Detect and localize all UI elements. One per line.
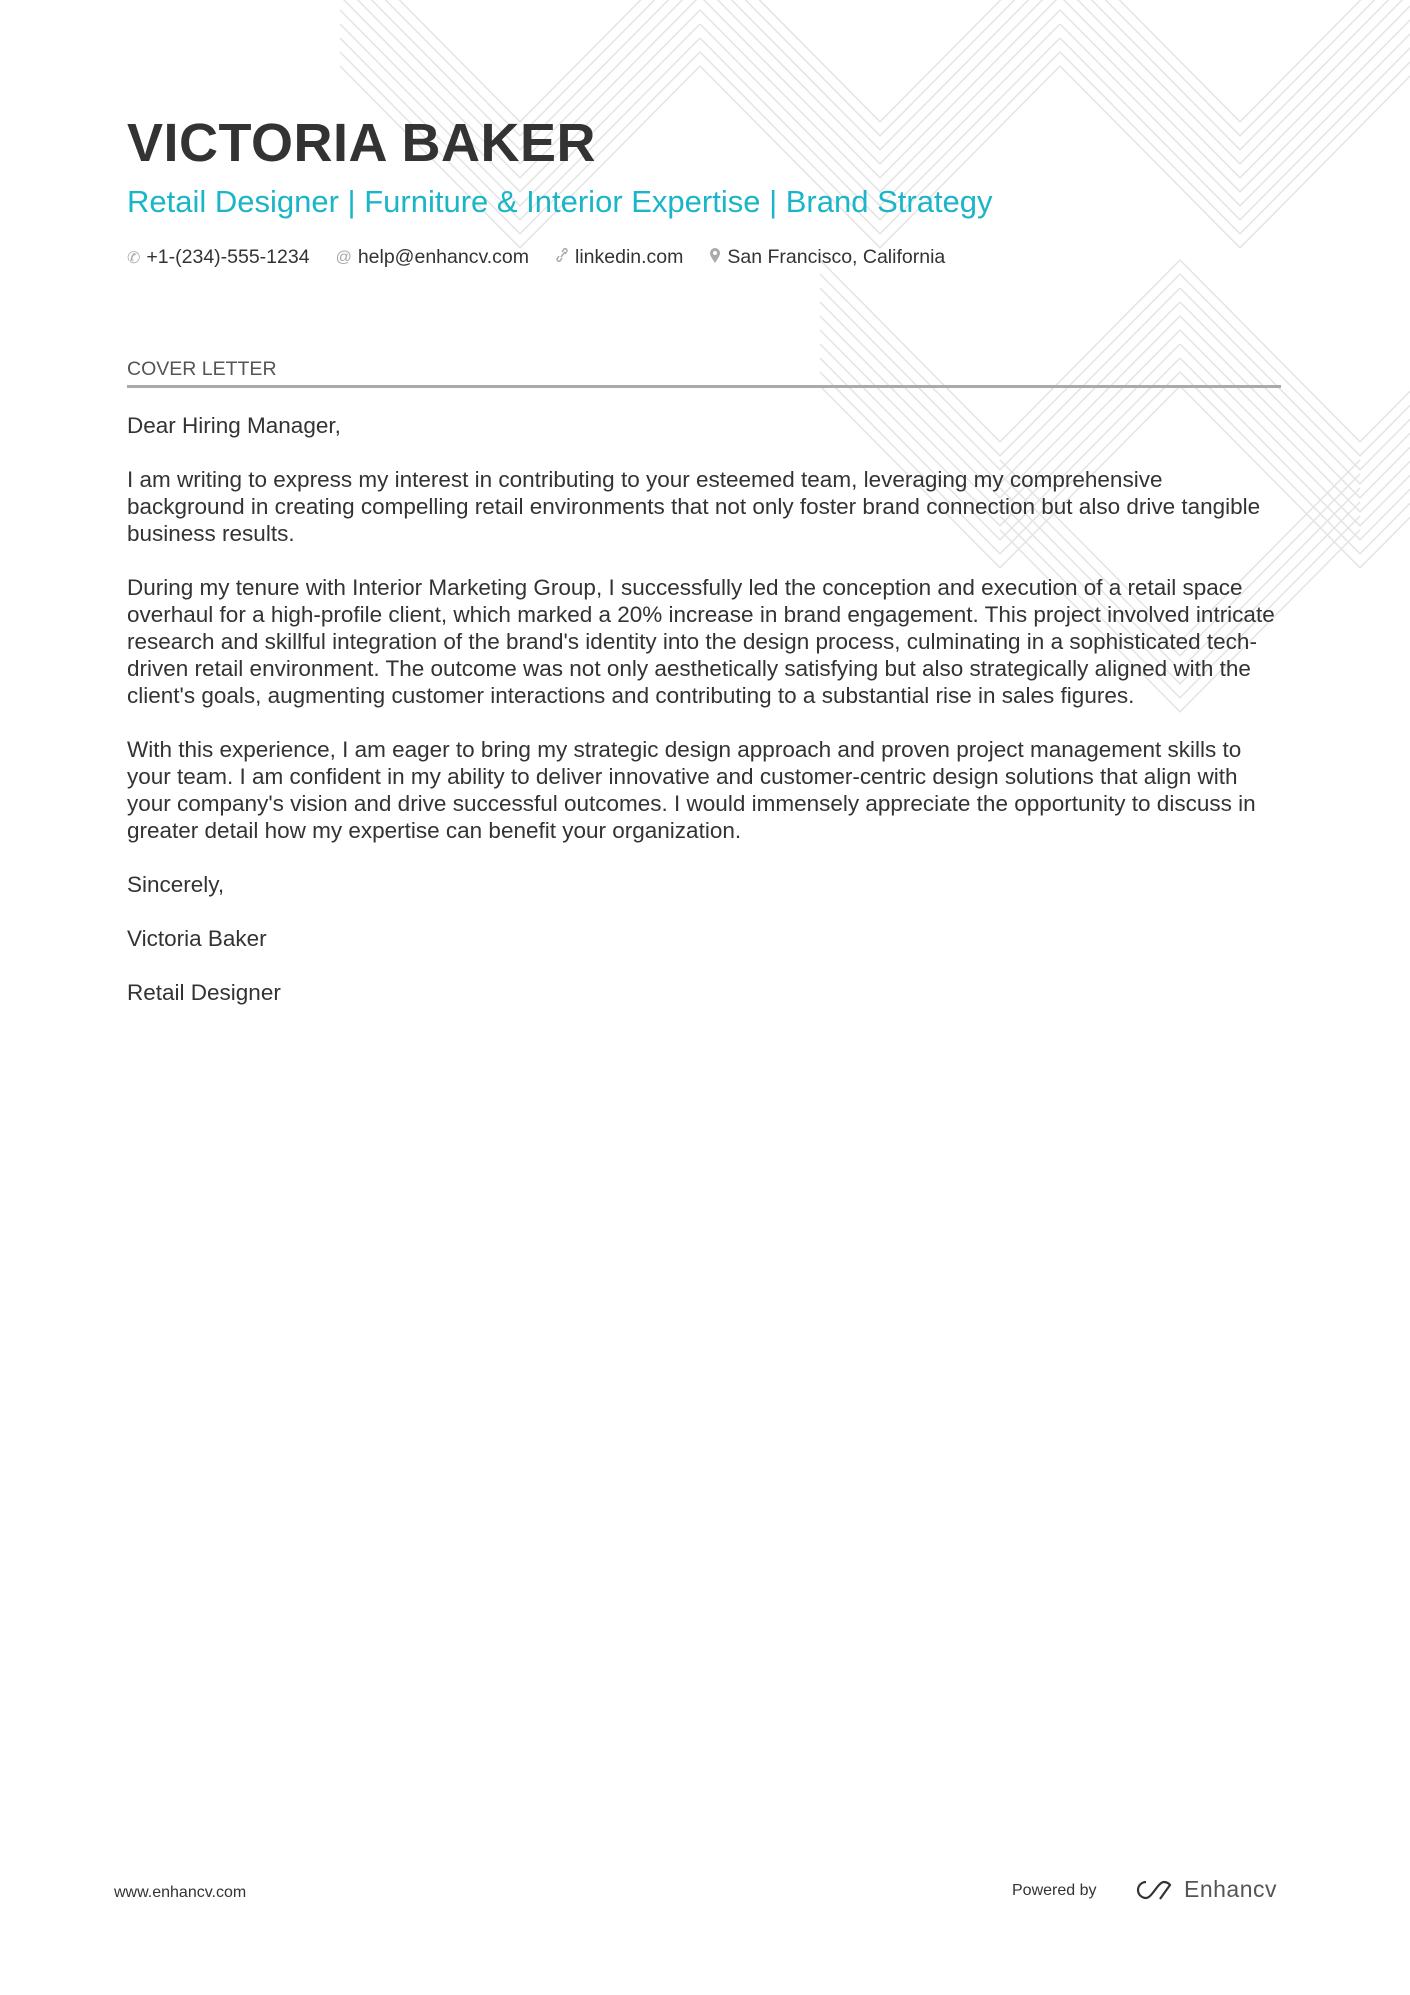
chevron-line — [1060, 66, 1410, 248]
enhancv-logo-icon — [1130, 1877, 1176, 1903]
contact-list — [127, 246, 945, 269]
chevron-line — [700, 0, 1060, 178]
location-icon — [709, 247, 721, 269]
candidate-title: Retail Designer | Furniture & Interior Expertise | Brand Strategy — [127, 184, 993, 219]
chevron-line — [700, 0, 1060, 164]
chevron-line — [700, 0, 1060, 122]
footer-url-link[interactable]: www.enhancv.com — [114, 1884, 247, 1901]
at-icon: @ — [335, 248, 352, 266]
chevron-line — [700, 0, 1060, 150]
phone-icon: ✆ — [127, 249, 141, 267]
paragraph: With this experience, I am eager to bring my strategic design approach and proven project management skills to your team. I am confident in my ability to deliver innovative and customer-centric design solutions that align with your company's vision and drive successful outcomes. I would immensely appreciate the opportunity to discuss in greater detail how my expertise can benefit your organization. — [127, 737, 1256, 843]
greeting: Dear Hiring Manager, — [127, 413, 341, 438]
chevron-line — [1060, 0, 1410, 122]
chevron-line — [340, 0, 700, 122]
enhancv-brand-text: Enhancv — [1184, 1876, 1278, 1902]
chevron-line — [1060, 52, 1410, 234]
linkedin-text: linkedin.com — [575, 246, 684, 268]
contact-email[interactable] — [336, 246, 529, 269]
contact-linkedin[interactable] — [555, 246, 683, 269]
closing: Sincerely, — [127, 872, 225, 897]
signature: Victoria Baker — [127, 926, 267, 951]
powered-by-label: Powered by — [1012, 1882, 1097, 1899]
email-text: help@enhancv.com — [357, 246, 530, 268]
chevron-line — [1060, 0, 1410, 164]
signature-title: Retail Designer — [127, 980, 281, 1005]
enhancv-logo[interactable] — [1130, 1876, 1277, 1903]
link-icon — [555, 247, 569, 268]
phone-text: +1-(234)-555-1234 — [146, 246, 310, 268]
location-text: San Francisco, California — [727, 246, 946, 268]
paragraph: During my tenure with Interior Marketing Group, I successfully led the conception and execution of a retail space overhaul for a high-profile client, which marked a 20% increase in brand engagement. This project involved intricate research and skillful integration of the brand's identity into the design process, culminating in a sophisticated tech-driven retail environment. The outcome was not only aesthetically satisfying but also strategically aligned with the client's goals, augmenting customer interactions and contributing to a substantial rise in sales figures. — [127, 575, 1275, 708]
candidate-name: VICTORIA BAKER — [127, 113, 597, 173]
chevron-line — [1060, 0, 1410, 178]
contact-location — [709, 246, 945, 269]
paragraph: I am writing to express my interest in contributing to your esteemed team, leveraging my comprehensive background in creating compelling retail environments that not only foster brand connection but also drive tangible business results. — [127, 467, 1261, 546]
chevron-line — [1060, 0, 1410, 150]
contact-phone[interactable] — [127, 246, 310, 269]
section-title-cover-letter: COVER LETTER — [127, 358, 1281, 388]
letter-body — [127, 412, 1281, 1033]
chevron-line — [700, 0, 1060, 136]
